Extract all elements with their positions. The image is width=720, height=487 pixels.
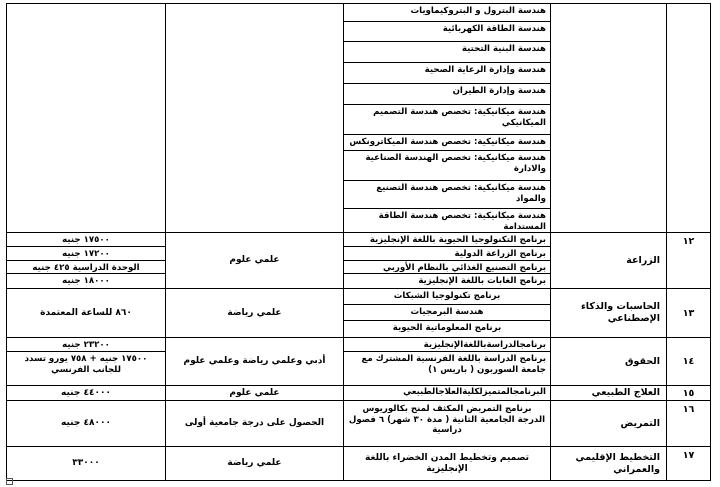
program-item: هندسة البنية التحتية bbox=[344, 42, 550, 63]
section-cell bbox=[166, 4, 344, 233]
program-item: برنامج تكنولوجيا الشبكات bbox=[344, 289, 550, 305]
row-number-cell bbox=[667, 4, 711, 233]
fee-item: ١٧٢٠٠ جنيه bbox=[7, 247, 165, 261]
program-item: هندسة ميكانيكية: تخصص هندسة الطاقة المستدامة bbox=[378, 211, 546, 232]
programs-cell bbox=[344, 386, 551, 401]
program-item: تصميم وتخطيط المدن الخضراء باللغة الإنجليزية bbox=[344, 447, 551, 481]
fee-item: ١٧٥٠٠ جنيه + ٧٥٨ يورو تسدد للجانب الفرنسي bbox=[24, 354, 148, 375]
section-name: علمي علوم bbox=[166, 233, 344, 289]
program-item: برنامج التصنيع الغذائي بالنظام الأوربي bbox=[344, 261, 550, 274]
fee-item: ٢٣٢٠٠ جنيه bbox=[7, 338, 165, 352]
faculty-cell bbox=[551, 4, 667, 233]
row-number: ١٢ bbox=[667, 233, 711, 289]
program-item: برنامج المعلوماتية الحيوية bbox=[392, 323, 502, 333]
fee-item: ١٨٠٠٠ جنيه bbox=[62, 276, 110, 286]
faculty-name: العلاج الطبيعي bbox=[551, 386, 667, 401]
program-item: هندسة وإدارة الرعاية الصحية bbox=[344, 63, 550, 84]
faculty-name: الحاسبات والذكاء الإصطناعي bbox=[551, 289, 667, 338]
program-item: هندسة ميكانيكية: تخصص هندسة التصنيع والمواد bbox=[344, 181, 550, 209]
section-name: الحصول على درجة جامعية أولى bbox=[166, 401, 344, 447]
faculty-name: الحقوق bbox=[551, 338, 667, 386]
table-row bbox=[7, 4, 711, 233]
section-name: أدبي وعلمي رياضة وعلمي علوم bbox=[166, 338, 344, 386]
program-item: هندسة ميكانيكية: تخصص هندسة الميكاترونكس bbox=[344, 135, 550, 151]
program-item: هندسة وإدارة الطيران bbox=[344, 84, 550, 105]
program-item: هندسة ميكانيكية: تخصص الهندسة الصناعية والادارة bbox=[344, 151, 550, 181]
program-item: هندسة البترول و البتروكيماويات bbox=[344, 4, 550, 22]
fee-item: الوحدة الدراسية ٤٢٥ جنيه bbox=[7, 261, 165, 274]
program-item: برنامج التكنولوجيا الحيوية باللغة الإنجليزية bbox=[344, 233, 550, 247]
programs-cell bbox=[344, 289, 551, 338]
program-item: برنامج التمريض المكثف لمنح بكالوريوس الدرجة الجامعية الثانية ( مدة ٣٠ شهر) ٦ فصول دراسية bbox=[348, 404, 546, 435]
row-number: ١٥ bbox=[667, 386, 711, 401]
paragraph-mark bbox=[6, 478, 13, 485]
program-item: البرنامجالمتميزلكليةالعلاجالطبيعي bbox=[403, 387, 546, 397]
programs-cell bbox=[344, 233, 551, 289]
section-name: علمي رياضة bbox=[166, 289, 344, 338]
programs-table bbox=[6, 3, 711, 481]
program-item: برنامج الدراسة باللغة الفرنسية المشترك مع جامعة السوربون ( باريس ١) bbox=[361, 354, 546, 375]
program-item: هندسة البرمجيات bbox=[344, 305, 550, 321]
fee-item: ٤٨٠٠٠ جنيه bbox=[7, 401, 166, 447]
table-row bbox=[7, 447, 711, 481]
section-name: علمي علوم bbox=[166, 386, 344, 401]
program-item: برنامج الزراعة الدولية bbox=[344, 247, 550, 261]
faculty-name: التخطيط الإقليمي والعمراني bbox=[551, 447, 667, 481]
row-number: ١٧ bbox=[667, 447, 711, 481]
row-number: ١٣ bbox=[667, 289, 711, 338]
programs-cell bbox=[344, 401, 551, 447]
table-row bbox=[7, 386, 711, 401]
programs-cell bbox=[344, 4, 551, 233]
table-row bbox=[7, 233, 711, 289]
table-row bbox=[7, 338, 711, 386]
faculty-name: الزراعة bbox=[551, 233, 667, 289]
program-item: هندسة ميكانيكية: تخصص هندسة التصميم الميكانيكي bbox=[344, 105, 550, 135]
fee-item: ١٧٥٠٠ جنيه bbox=[7, 233, 165, 247]
program-item: برنامجالدراسةباللغةالإنجليزية bbox=[344, 338, 550, 352]
fee-item: ٨٦٠ للساعة المعتمدة bbox=[7, 289, 166, 338]
table-row bbox=[7, 401, 711, 447]
table-row bbox=[7, 289, 711, 338]
fees-cell bbox=[7, 338, 166, 386]
fee-item: ٣٣٠٠٠ bbox=[7, 447, 166, 481]
fee-item: ٤٤٠٠٠ جنيه bbox=[7, 386, 166, 401]
row-number: ١٤ bbox=[667, 338, 711, 386]
fees-cell bbox=[7, 4, 166, 233]
fees-cell bbox=[7, 233, 166, 289]
programs-cell bbox=[344, 338, 551, 386]
program-item: برنامج الغابات باللغة الإنجليزية bbox=[418, 276, 546, 286]
faculty-name: التمريض bbox=[551, 401, 667, 447]
row-number: ١٦ bbox=[667, 401, 711, 447]
program-item: هندسة الطاقة الكهربائية bbox=[344, 22, 550, 42]
section-name: علمي رياضة bbox=[166, 447, 344, 481]
